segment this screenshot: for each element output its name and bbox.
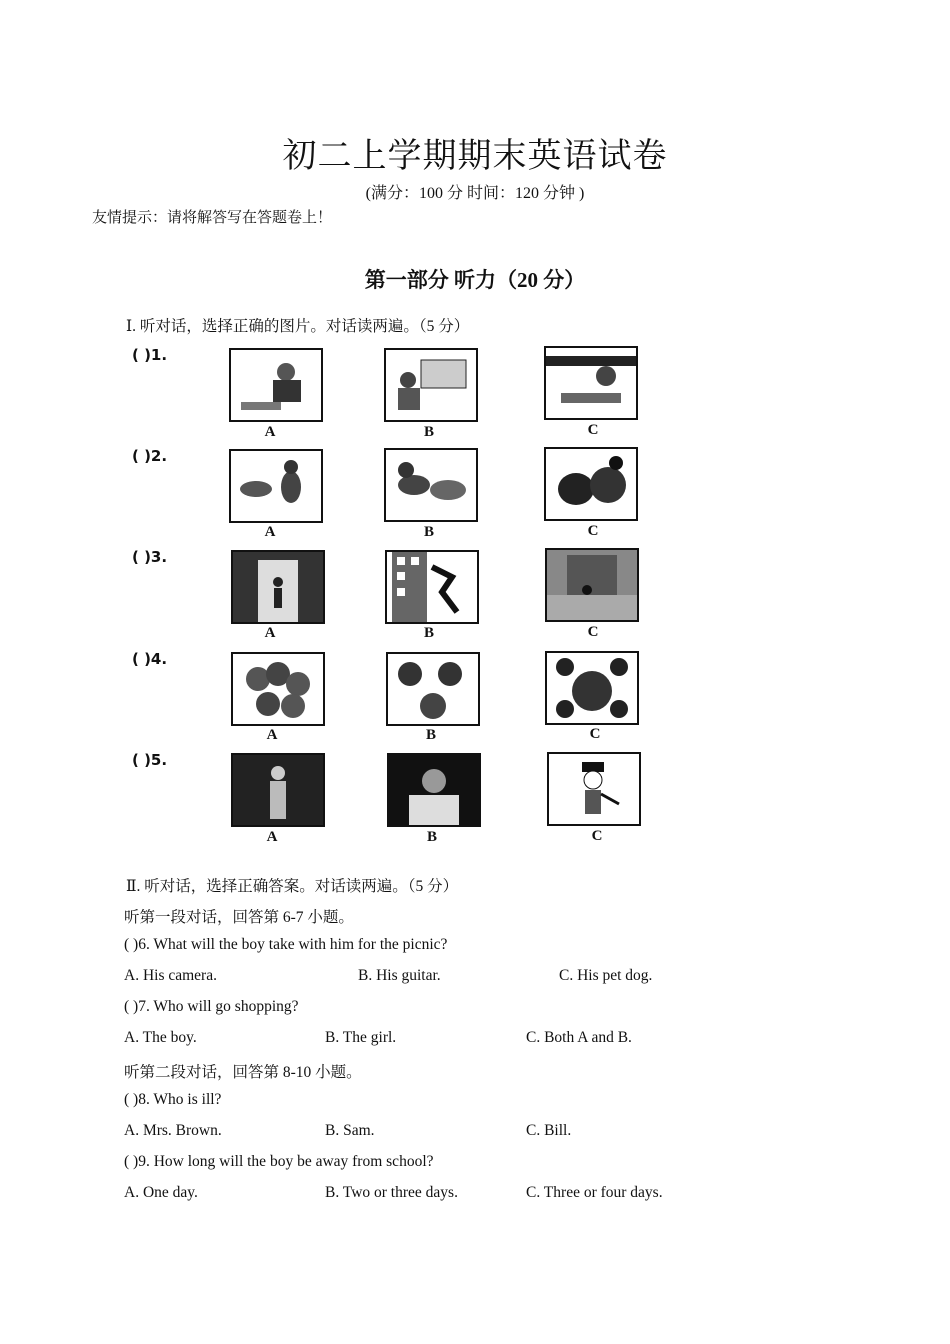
option-letter: B [423, 424, 434, 440]
option-letter: C [587, 422, 599, 438]
question-2-label: ( )2. [132, 447, 168, 465]
question-6: ( )6. What will the boy take with him for the picnic? [124, 936, 448, 953]
picture-2c [544, 447, 638, 521]
q9-option-b: B. Two or three days. [325, 1184, 458, 1201]
picture-1a [229, 348, 323, 422]
picture-5a [231, 753, 325, 827]
picture-5b [387, 753, 481, 827]
option-letter: B [426, 829, 437, 845]
q9-option-a: A. One day. [124, 1184, 198, 1201]
q6-option-a: A. His camera. [124, 967, 217, 984]
q6-option-b: B. His guitar. [358, 967, 441, 984]
option-letter: A [266, 727, 278, 743]
question-5-label: ( )5. [132, 751, 168, 769]
picture-2b [384, 448, 478, 522]
picture-2a [229, 449, 323, 523]
part-heading: 第一部分 听力（20 分） [364, 268, 586, 292]
option-letter: C [591, 828, 603, 844]
option-letter: A [264, 625, 276, 641]
option-letter: C [587, 624, 599, 640]
section2-heading: Ⅱ. 听对话，选择正确答案。对话读两遍。（5 分） [126, 878, 459, 895]
option-letter: C [587, 523, 599, 539]
q6-option-c: C. His pet dog. [559, 967, 653, 984]
dialog2-instruction: 听第二段对话，回答第 8-10 小题。 [124, 1064, 362, 1081]
option-letter: A [264, 524, 276, 540]
picture-3a [231, 550, 325, 624]
question-4-label: ( )4. [132, 650, 168, 668]
q7-option-c: C. Both A and B. [526, 1029, 632, 1046]
section1-heading: Ⅰ. 听对话，选择正确的图片。对话读两遍。（5 分） [126, 318, 470, 335]
question-1-label: ( )1. [132, 346, 168, 364]
picture-5c [547, 752, 641, 826]
option-letter: B [425, 727, 436, 743]
option-letter: C [589, 726, 601, 742]
exam-title: 初二上学期期末英语试卷 [282, 136, 668, 176]
question-9: ( )9. How long will the boy be away from school? [124, 1153, 434, 1170]
option-letter: A [266, 829, 278, 845]
picture-4c [545, 651, 639, 725]
question-7: ( )7. Who will go shopping? [124, 998, 299, 1015]
picture-4b [386, 652, 480, 726]
question-3-label: ( )3. [132, 548, 168, 566]
q8-option-b: B. Sam. [325, 1122, 375, 1139]
exam-subtitle: (满分：100 分 时间：120 分钟 ) [365, 185, 585, 202]
friendly-tip: 友情提示：请将解答写在答题卷上！ [92, 210, 333, 226]
picture-4a [231, 652, 325, 726]
picture-3c [545, 548, 639, 622]
question-8: ( )8. Who is ill? [124, 1091, 222, 1108]
q7-option-b: B. The girl. [325, 1029, 397, 1046]
picture-1c [544, 346, 638, 420]
option-letter: B [423, 625, 434, 641]
picture-3b [385, 550, 479, 624]
q8-option-c: C. Bill. [526, 1122, 572, 1139]
q9-option-c: C. Three or four days. [526, 1184, 663, 1201]
q8-option-a: A. Mrs. Brown. [124, 1122, 222, 1139]
picture-1b [384, 348, 478, 422]
dialog1-instruction: 听第一段对话，回答第 6-7 小题。 [124, 909, 354, 926]
q7-option-a: A. The boy. [124, 1029, 197, 1046]
option-letter: A [264, 424, 276, 440]
option-letter: B [423, 524, 434, 540]
